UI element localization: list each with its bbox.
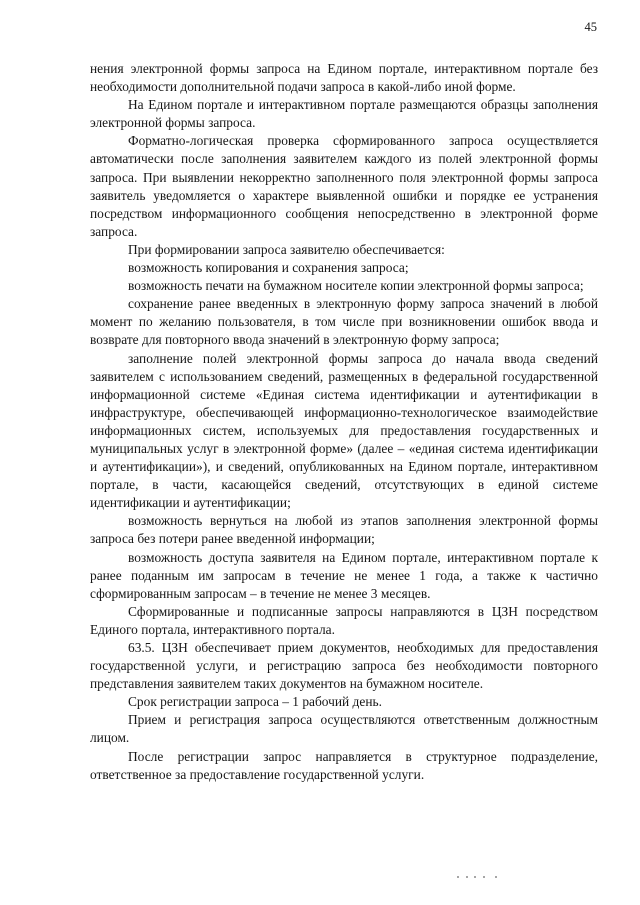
paragraph-provided-features: При формировании запроса заявителю обеспечивается: <box>128 241 445 257</box>
paragraph-format-check: Форматно-логическая проверка сформированного запроса осуществляется автоматически после заполнения заявителем каждого из полей электронной формы запроса. При выявлении некорректно заполненного поля электронной формы запроса заявитель уведомляется о характере выявленной ошибки и порядке ее устранения посредством информационного сообщения непосредственно в электронной форме запроса. <box>90 133 598 239</box>
body-text <box>90 60 598 784</box>
paragraph-samples: На Едином портале и интерактивном портале размещаются образцы заполнения электронной формы запроса. <box>90 97 598 131</box>
list-item-autofill: заполнение полей электронной формы запроса до начала ввода сведений заявителем с использованием сведений, размещенных в федеральной государственной информационной системе «Единая система идентификации и аутентификации в инфраструктуре, обеспечивающей информационно-технологическое взаимодействие информационных систем, используемых для предоставления государственных и муниципальных услуг в электронной форме» (далее – «единая система идентификации и аутентификации»), и сведений, опубликованных на Едином портале, интерактивном портале, в части, касающейся сведений, отсутствующих в единой системе идентификации и аутентификации; <box>90 350 598 511</box>
paragraph-submission: Сформированные и подписанные запросы направляются в ЦЗН посредством Единого портала, интерактивного портала. <box>90 603 598 637</box>
scan-artifact <box>457 874 517 880</box>
list-item-access-requests: возможность доступа заявителя на Едином портале, интерактивном портале к ранее поданным им запросам в течение не менее 1 года, а также к частично сформированным запросам – в течение не менее 3 месяцев. <box>90 549 598 601</box>
list-item-return-step: возможность вернуться на любой из этапов заполнения электронной формы запроса без потери ранее введенной информации; <box>90 513 598 547</box>
paragraph-after-registration: После регистрации запрос направляется в структурное подразделение, ответственное за предоставление государственной услуги. <box>90 748 598 782</box>
paragraph-63-5: 63.5. ЦЗН обеспечивает прием документов, необходимых для предоставления государственной услуги, и регистрацию запроса без необходимости повторного представления заявителем таких документов на бумажном носителе. <box>90 640 598 692</box>
paragraph-continuation: нения электронной формы запроса на Едином портале, интерактивном портале без необходимости дополнительной подачи запроса в какой-либо иной форме. <box>90 61 598 95</box>
list-item-print: возможность печати на бумажном носителе копии электронной формы запроса; <box>128 278 584 294</box>
paragraph-registration-term: Срок регистрации запроса – 1 рабочий день. <box>128 694 382 710</box>
page-number: 45 <box>584 20 597 34</box>
paragraph-responsible-official: Прием и регистрация запроса осуществляются ответственным должностным лицом. <box>90 712 598 746</box>
list-item-copy-save: возможность копирования и сохранения запроса; <box>128 260 409 276</box>
list-item-save-values: сохранение ранее введенных в электронную форму запроса значений в любой момент по желанию пользователя, в том числе при возникновении ошибок ввода и возврате для повторного ввода значений в электронную форму запроса; <box>90 296 598 348</box>
